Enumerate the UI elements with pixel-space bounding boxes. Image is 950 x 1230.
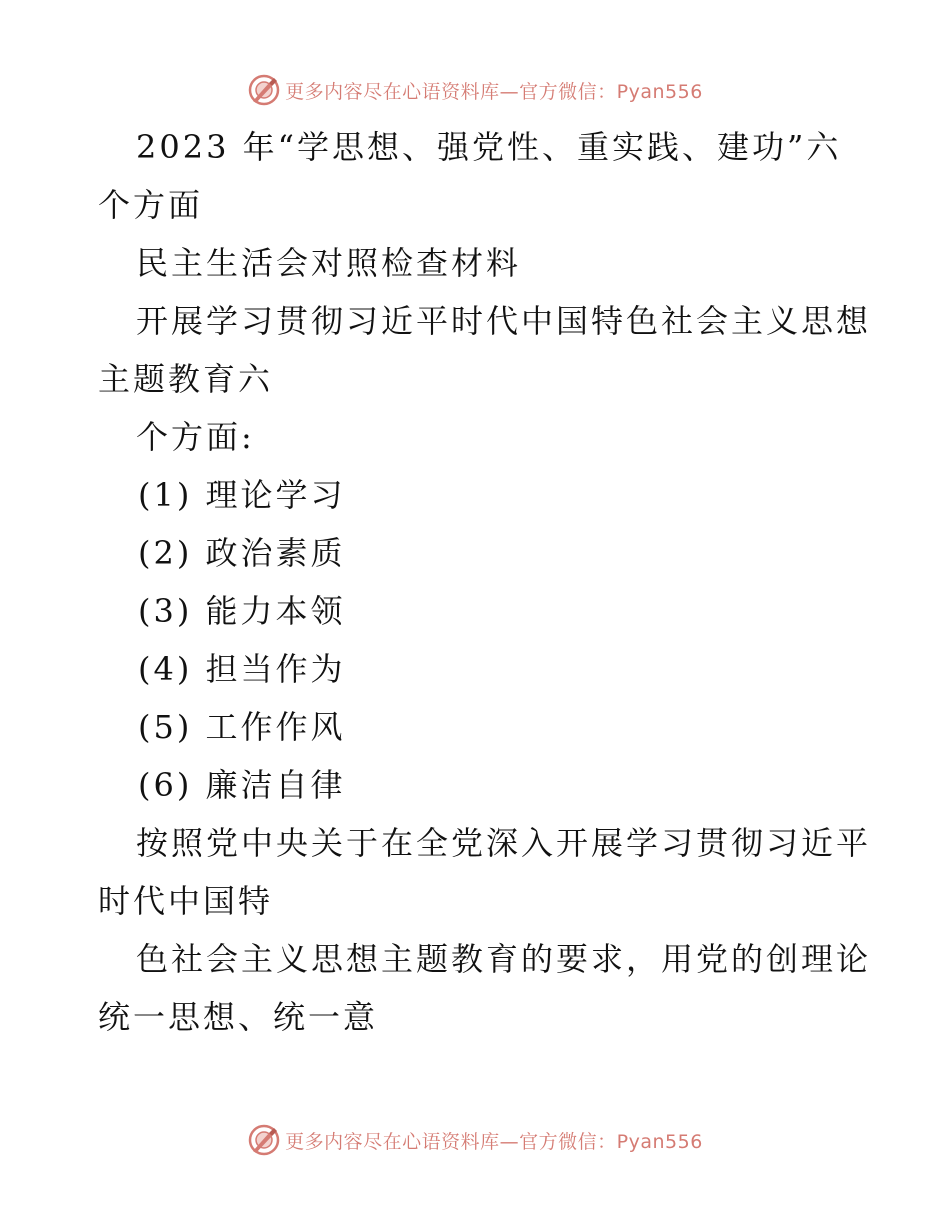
pen-seal-logo-icon — [247, 1123, 281, 1157]
subtitle: 民主生活会对照检查材料 — [136, 244, 522, 282]
list-item-6: (6) 廉洁自律 — [138, 766, 346, 804]
body-line-3: 色社会主义思想主题教育的要求，用党的创理论 — [136, 940, 872, 978]
body-line-4: 统一思想、统一意 — [98, 998, 379, 1036]
list-item-4: (4) 担当作为 — [138, 650, 346, 688]
list-item-2: (2) 政治素质 — [138, 534, 346, 572]
document-body — [98, 118, 872, 1046]
footer-watermark — [0, 1120, 950, 1160]
body-line-1: 按照党中央关于在全党深入开展学习贯彻习近平 — [136, 824, 872, 862]
header-watermark — [0, 70, 950, 110]
list-item-1: (1) 理论学习 — [138, 476, 346, 514]
intro-line-1: 开展学习贯彻习近平时代中国特色社会主义思想 — [136, 302, 872, 340]
body-line-2: 时代中国特 — [98, 882, 274, 920]
title-line-2: 个方面 — [98, 186, 204, 224]
intro-line-2: 主题教育六 — [98, 360, 274, 398]
list-item-5: (5) 工作作风 — [138, 708, 346, 746]
pen-seal-logo-icon — [247, 73, 281, 107]
watermark-text: 更多内容尽在心语资料库—官方微信：Pyan556 — [285, 80, 703, 103]
list-item-3: (3) 能力本领 — [138, 592, 346, 630]
watermark-text: 更多内容尽在心语资料库—官方微信：Pyan556 — [285, 1130, 703, 1153]
title-line-1: 2023 年“学思想、强党性、重实践、建功”六 — [136, 128, 842, 166]
intro-line-3: 个方面: — [136, 418, 255, 456]
